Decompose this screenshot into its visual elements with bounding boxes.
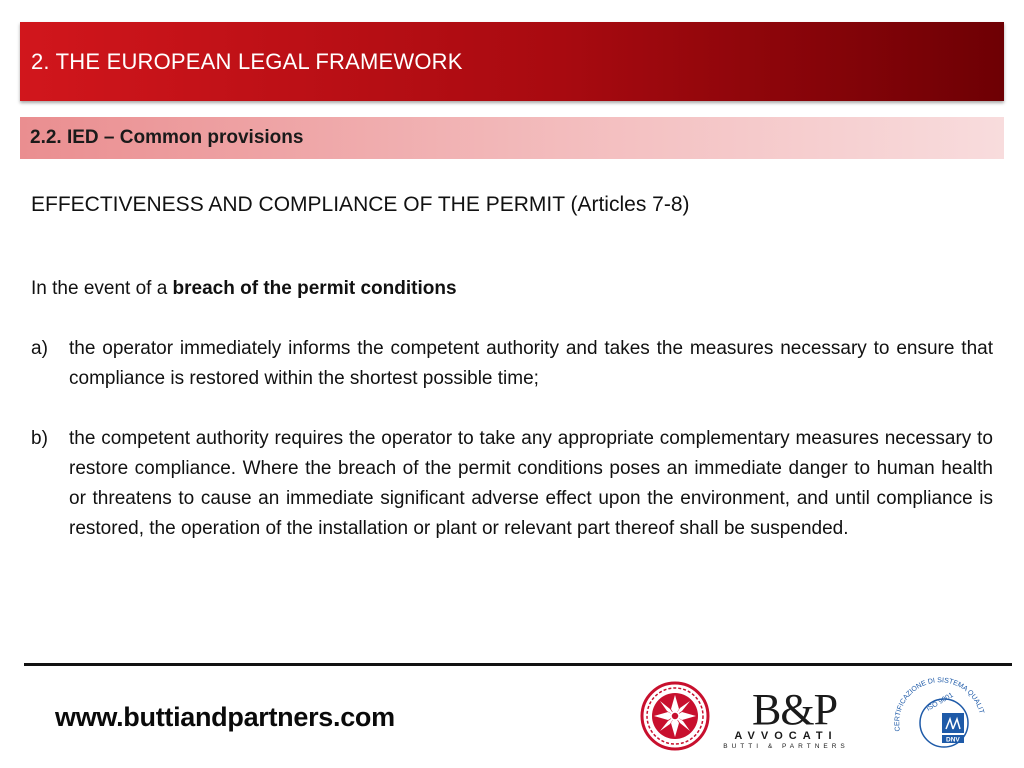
logo-subname: BUTTI & PARTNERS: [723, 743, 849, 750]
bp-avvocati-logo: [714, 684, 858, 754]
logo-name: AVVOCATI: [734, 730, 838, 742]
seal-logo-icon: [640, 681, 710, 756]
logo-mark: B&P: [752, 685, 838, 734]
cert-iso: ISO 9001: [925, 691, 955, 713]
cert-text: CERTIFICAZIONE DI SISTEMA QUALIT: [894, 677, 985, 732]
title-bar: [20, 22, 1004, 101]
list-marker: b): [31, 428, 48, 449]
intro-text: [31, 278, 457, 300]
list-marker: a): [31, 338, 48, 359]
page-subtitle: 2.2. IED – Common provisions: [30, 127, 304, 148]
list-item-text: the operator immediately informs the competent authority and takes the measures necessary to ensure that compliance is restored within the shortest possible time;: [69, 338, 993, 389]
footer-divider: [24, 663, 1012, 666]
page-title: 2. THE EUROPEAN LEGAL FRAMEWORK: [31, 49, 463, 74]
cert-dnv: DNV: [946, 736, 960, 744]
dnv-certification-icon: [890, 675, 986, 764]
section-heading: EFFECTIVENESS AND COMPLIANCE OF THE PERMIT (Articles 7-8): [31, 193, 690, 216]
list-item-text: the competent authority requires the operator to take any appropriate complementary measures necessary to restore compliance. Where the breach of the permit conditions poses an immediate danger to human health or threatens to cause an immediate significant adverse effect upon the environment, and until compliance is restored, the operation of the installation or plant or relevant part thereof shall be suspended.: [69, 428, 993, 539]
list-item-b: [31, 424, 993, 544]
subtitle-bar: [20, 117, 1004, 159]
intro-prefix: In the event of a: [31, 278, 173, 299]
intro-bold: breach of the permit conditions: [172, 278, 457, 299]
website-link[interactable]: www.buttiandpartners.com: [55, 702, 395, 732]
list-item-a: [31, 334, 993, 394]
